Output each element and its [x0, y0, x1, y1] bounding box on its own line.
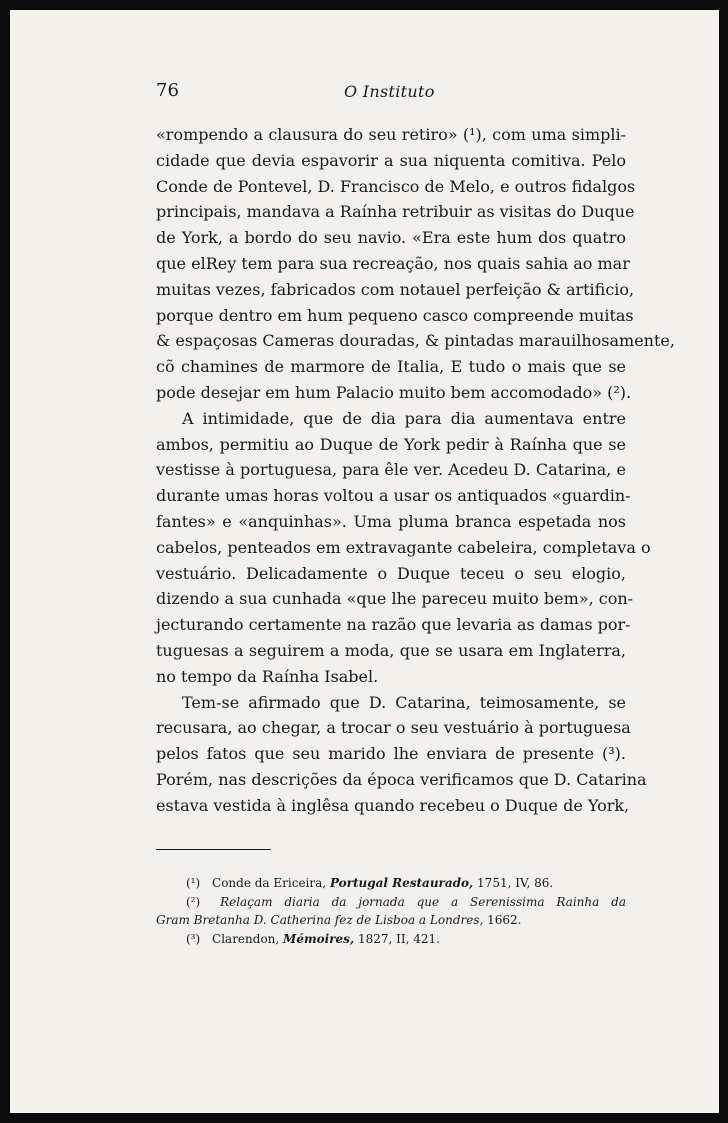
text-line: Porém, nas descrições da época verificamos que D. Catarina: [156, 769, 647, 789]
text-line: pode desejar em hum Palacio muito bem accomodado» (²).: [156, 382, 632, 402]
text-line: estava vestida à inglêsa quando recebeu o Duque de York,: [156, 795, 630, 815]
footnote-2-continued: [156, 911, 626, 930]
text-line: muitas vezes, fabricados com notauel perfeição & artificio,: [156, 279, 635, 299]
page-number: 76: [156, 80, 179, 101]
body-text: [156, 122, 675, 819]
text-line: durante umas horas voltou a usar os antiquados «guardin-: [156, 486, 631, 506]
footnote-mark: (³): [186, 931, 201, 946]
text-line: Conde de Pontevel, D. Francisco de Melo, e outros fidalgos: [156, 176, 636, 196]
text-line: cabelos, penteados em extravagante cabeleira, completava o: [156, 537, 651, 557]
text-line: «rompendo a clausura do seu retiro» (¹), com uma simpli-: [156, 125, 626, 144]
footnote-2: [156, 893, 626, 912]
footnote-mark: (²): [186, 894, 201, 909]
text-line: cidade que devia espavorir a sua niquenta comitiva. Pelo: [156, 150, 626, 170]
footnote-title: Gram Bretanha D. Catherina fez de Lisboa a Londres,: [156, 913, 484, 927]
page-header: [156, 80, 626, 104]
footnote-3: [156, 930, 626, 949]
footnote-citation: 1662.: [487, 913, 522, 927]
footnote-1: [156, 874, 626, 893]
text-line: porque dentro em hum pequeno casco compreende muitas: [156, 305, 634, 325]
footnote-mark: (¹): [186, 876, 201, 890]
text-line: cõ chamines de marmore de Italia, E tudo o mais que se: [156, 357, 626, 377]
text-line: tuguesas a seguirem a moda, que se usara em Inglaterra,: [156, 640, 626, 660]
text-line: no tempo da Raínha Isabel.: [156, 666, 379, 686]
text-line: Tem-se afirmado que D. Catarina, teimosamente, se: [182, 692, 626, 712]
text-line: principais, mandava a Raínha retribuir as visitas do Duque: [156, 202, 635, 222]
footnote-rule: [156, 849, 271, 850]
text-line: jecturando certamente na razão que levaria as damas por-: [156, 615, 631, 635]
text-line: & espaçosas Cameras douradas, & pintadas marauilhosamente,: [156, 331, 675, 351]
text-line: fantes» e «anquinhas». Uma pluma branca espetada nos: [156, 511, 626, 531]
footnote-title: Relaçam diaria da jornada que a Serenissima Rainha da: [220, 894, 626, 909]
text-line: pelos fatos que seu marido lhe enviara de presente (³).: [156, 744, 626, 764]
footnote-citation: 1751, IV, 86.: [477, 876, 554, 890]
text-line: ambos, permitiu ao Duque de York pedir à Raínha que se: [156, 434, 626, 454]
text-line: de York, a bordo do seu navio. «Era este hum dos quatro: [156, 228, 626, 248]
footnote-author: Clarendon,: [212, 931, 280, 946]
text-line: vestisse à portuguesa, para êle ver. Acedeu D. Catarina, e: [156, 460, 626, 480]
footnote-title: Portugal Restaurado,: [329, 876, 474, 890]
text-line: que elRey tem para sua recreação, nos quais sahia ao mar: [156, 253, 630, 273]
text-line: recusara, ao chegar, a trocar o seu vestuário à portuguesa: [156, 718, 631, 738]
footnote-author: Conde da Ericeira,: [212, 876, 327, 890]
text-line: dizendo a sua cunhada «que lhe pareceu muito bem», con-: [156, 589, 634, 609]
text-line: A intimidade, que de dia para dia aumentava entre: [182, 408, 626, 428]
footnote-citation: 1827, II, 421.: [357, 931, 440, 946]
text-line: vestuário. Delicadamente o Duque teceu o seu elogio,: [156, 563, 626, 583]
footnotes: [156, 874, 626, 948]
running-title: O Instituto: [344, 82, 435, 101]
footnote-title: Mémoires,: [283, 931, 355, 946]
